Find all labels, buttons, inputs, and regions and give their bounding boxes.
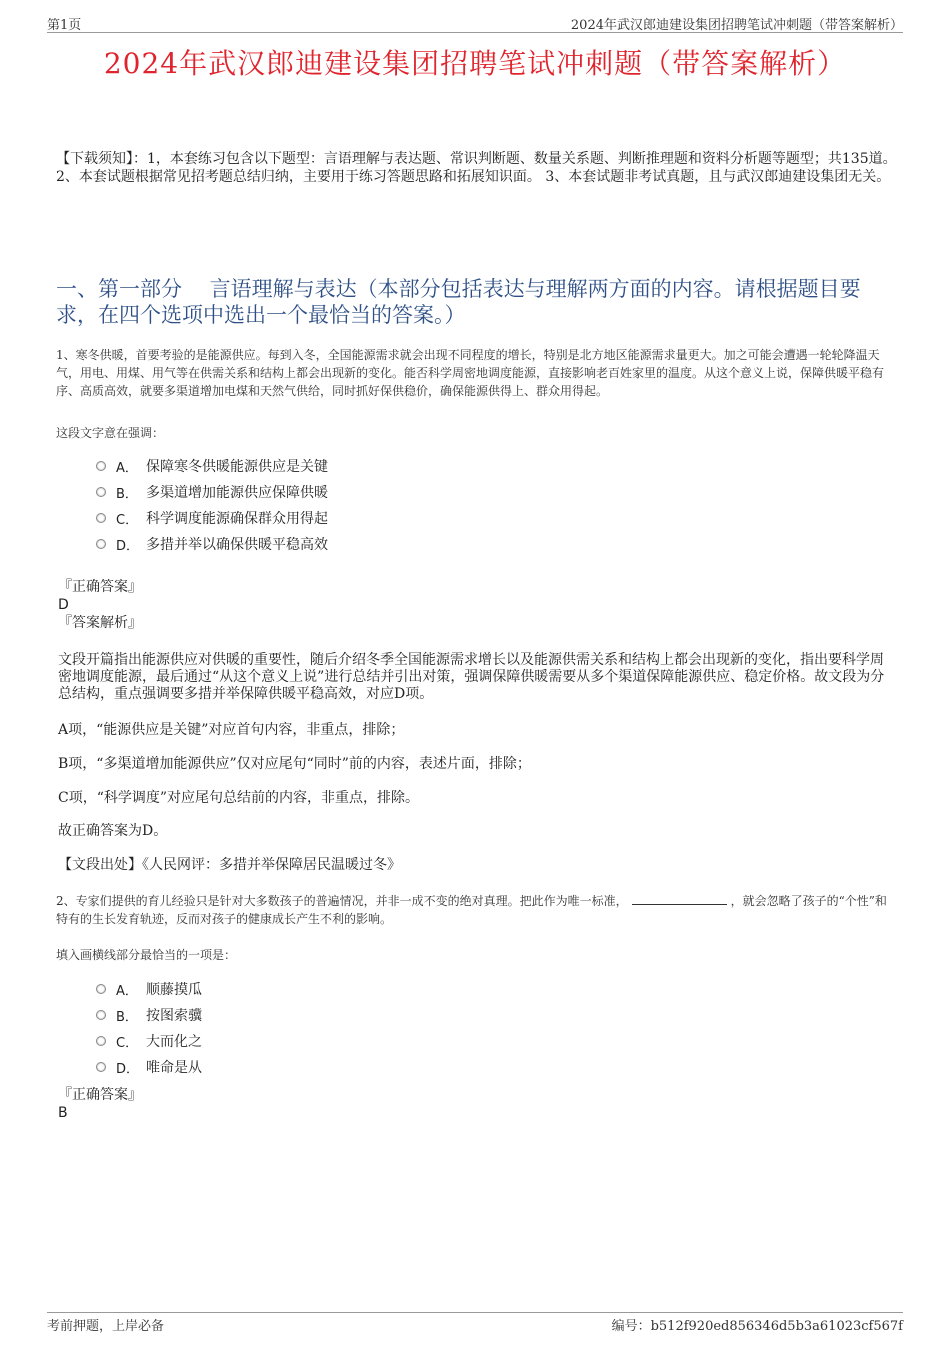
option-letter: C． [116,512,139,528]
option-text: 多渠道增加能源供应保障供暖 [146,485,328,501]
question-1-option-c[interactable] [96,505,328,531]
option-letter: B． [116,1009,138,1025]
radio-icon[interactable] [96,461,106,471]
radio-icon[interactable] [96,487,106,497]
question-1-option-b[interactable] [96,479,328,505]
option-text: 按图索骥 [146,1008,202,1024]
question-2-text-before: 2、专家们提供的育儿经验只是针对大多数孩子的普遍情况，并非一成不变的绝对真理。把此作为唯一标准， [56,894,628,908]
option-letter: D． [116,1061,140,1077]
question-2-option-c[interactable] [96,1028,202,1054]
page-header [47,14,903,33]
question-2-option-a[interactable] [96,976,202,1002]
question-2-answer-block [58,1086,890,1122]
answer-value: D [58,597,69,613]
header-doc-title: 2024年武汉郎迪建设集团招聘笔试冲刺题（带答案解析） [570,18,903,33]
option-letter: D． [116,538,140,554]
option-letter: C． [116,1035,139,1051]
option-letter: A． [116,460,138,476]
page-number: 第1页 [47,18,82,33]
option-text: 保障寒冬供暖能源供应是关键 [146,459,328,475]
fill-blank [632,892,727,905]
question-2-options [96,976,202,1080]
radio-icon[interactable] [96,1036,106,1046]
radio-icon[interactable] [96,539,106,549]
option-text: 唯命是从 [146,1060,202,1076]
page-title: 2024年武汉郎迪建设集团招聘笔试冲刺题（带答案解析） [103,47,847,80]
question-2-text-after: ，就会忽略了孩子的“个性”和特有的生长发育轨迹，反而对孩子的健康成长产生不利的影响。 [56,894,887,926]
option-text: 多措并举以确保供暖平稳高效 [146,537,328,553]
question-1-analysis: 文段开篇指出能源供应对供暖的重要性，随后介绍冬季全国能源需求增长以及能源供需关系和结构上都会出现新的变化，指出要科学周密地调度能源，最后通过“从这个意义上说”进行总结并引出对策，强调保障供暖需要从多个渠道保障能源供应、稳定价格。故文段为分总结构，重点强调要多措并举保障供暖平稳高效，对应D项。 [58,652,885,702]
question-1-options [96,453,328,557]
answer-label: 『正确答案』 [58,579,142,595]
question-1-answer-block [58,578,890,632]
question-1-analysis-c: C项，“科学调度”对应尾句总结前的内容，非重点，排除。 [58,790,420,806]
answer-value: B [58,1105,68,1121]
page-footer [47,1312,903,1333]
footer-slogan: 考前押题，上岸必备 [47,1319,165,1334]
radio-icon[interactable] [96,513,106,523]
footer-code: 编号：b512f920ed856346d5b3a61023cf567f [611,1319,903,1334]
question-1-source: 【文段出处】《人民网评：多措并举保障居民温暖过冬》 [58,857,401,873]
question-2-text [56,892,890,928]
question-1-option-d[interactable] [96,531,328,557]
question-2-prompt: 填入画横线部分最恰当的一项是： [56,948,237,962]
question-2-option-b[interactable] [96,1002,202,1028]
option-text: 大而化之 [146,1034,202,1050]
section-title: 一、第一部分 言语理解与表达（本部分包括表达与理解两方面的内容。请根据题目要求，在四个选项中选出一个最恰当的答案。） [56,277,861,327]
option-text: 顺藤摸瓜 [146,982,202,998]
option-text: 科学调度能源确保群众用得起 [146,511,328,527]
radio-icon[interactable] [96,1010,106,1020]
question-1-text: 1、寒冬供暖，首要考验的是能源供应。每到入冬，全国能源需求就会出现不同程度的增长，特别是北方地区能源需求量更大。加之可能会遭遇一轮轮降温天气，用电、用煤、用气等在供需关系和结构上都会出现新的变化。能否科学周密地调度能源，直接影响老百姓家里的温度。从这个意义上说，保障供暖平稳有序、高质高效，就要多渠道增加电煤和天然气供给，同时抓好保供稳价，确保能源供得上、群众用得起。 [56,348,885,398]
option-letter: B． [116,486,138,502]
answer-label: 『正确答案』 [58,1087,142,1103]
radio-icon[interactable] [96,1062,106,1072]
download-notice: 【下载须知】：1，本套练习包含以下题型：言语理解与表达题、常识判断题、数量关系题、判断推理题和资料分析题等题型；共135道。 2、本套试题根据常见招考题总结归纳，主要用于练习答题思路和拓展知识面。 3、本套试题非考试真题，且与武汉郎迪建设集团无关。 [56,151,897,185]
question-1-analysis-b: B项，“多渠道增加能源供应”仅对应尾句“同时”前的内容，表述片面，排除； [58,756,531,772]
radio-icon[interactable] [96,984,106,994]
question-2-option-d[interactable] [96,1054,202,1080]
option-letter: A． [116,983,138,999]
question-1-prompt: 这段文字意在强调： [56,426,165,440]
question-1-analysis-a: A项，“能源供应是关键”对应首句内容，非重点，排除； [58,722,405,738]
question-1-option-a[interactable] [96,453,328,479]
analysis-label: 『答案解析』 [58,615,142,631]
question-1-conclusion: 故正确答案为D。 [58,823,168,839]
